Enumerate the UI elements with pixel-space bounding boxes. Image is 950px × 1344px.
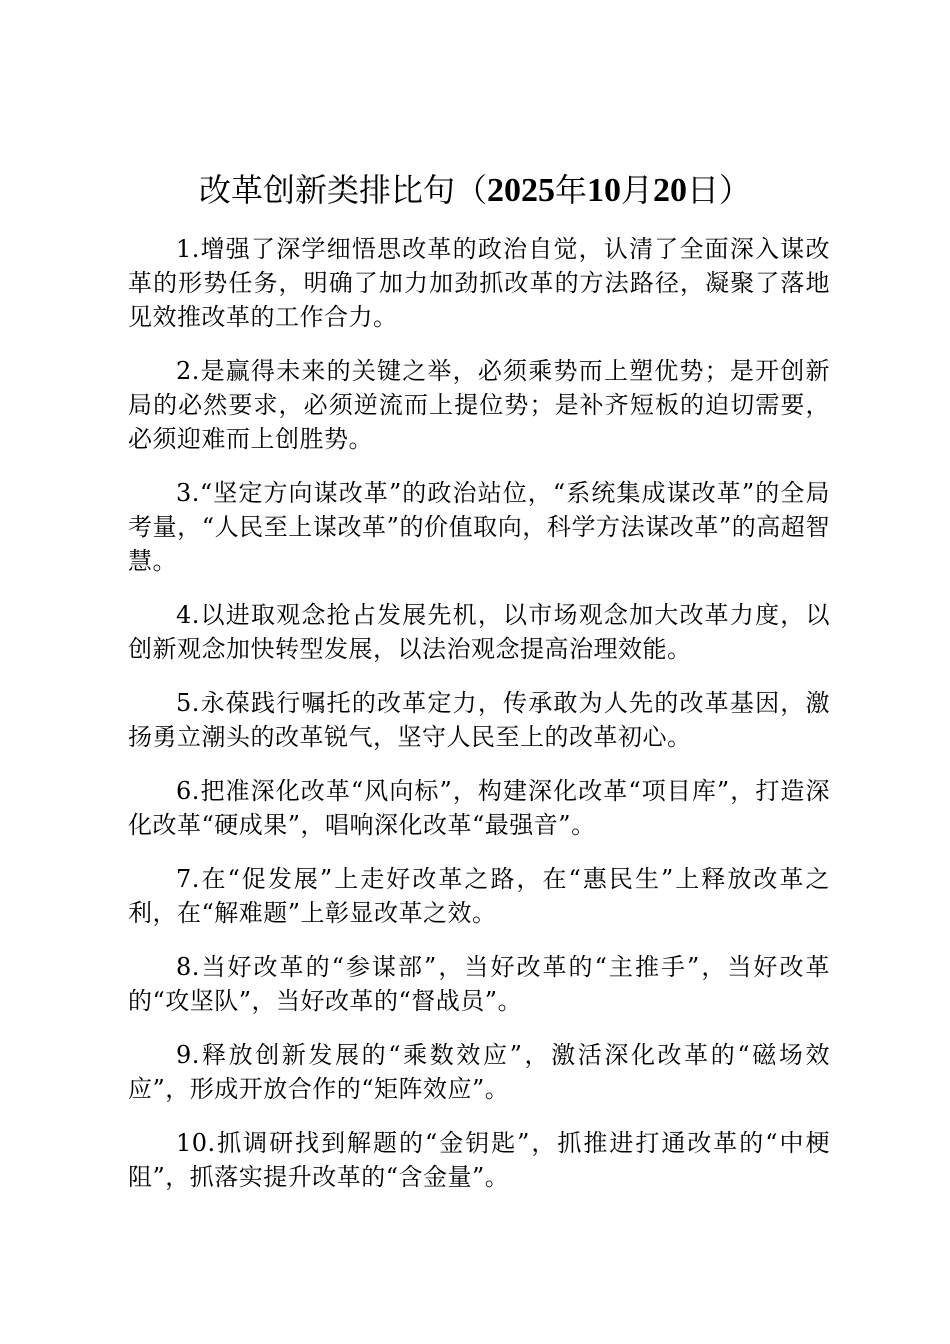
paragraph-4: 4.以进取观念抢占发展先机，以市场观念加大改革力度，以创新观念加快转型发展，以法治观念提高治理效能。 bbox=[128, 601, 830, 663]
title-suffix: 日） bbox=[687, 171, 752, 209]
document-title bbox=[0, 166, 950, 215]
title-yue: 月 bbox=[621, 171, 654, 209]
paragraph-8: 8.当好改革的“参谋部”，当好改革的“主推手”，当好改革的“攻坚队”，当好改革的“督战员”。 bbox=[128, 953, 830, 1015]
paragraph-3: 3.“坚定方向谋改革”的政治站位，“系统集成谋改革”的全局考量，“人民至上谋改革”的价值取向，科学方法谋改革”的高超智慧。 bbox=[128, 479, 830, 575]
title-day: 20 bbox=[653, 172, 688, 209]
title-month: 10 bbox=[587, 172, 621, 209]
paragraph-5: 5.永葆践行嘱托的改革定力，传承敢为人先的改革基因，激扬勇立潮头的改革锐气，坚守人民至上的改革初心。 bbox=[128, 689, 830, 751]
paragraph-9: 9.释放创新发展的“乘数效应”，激活深化改革的“磁场效应”，形成开放合作的“矩阵效应”。 bbox=[128, 1041, 830, 1103]
document-body bbox=[128, 232, 830, 1214]
paragraph-1: 1.增强了深学细悟思改革的政治自觉，认清了全面深入谋改革的形势任务，明确了加力加劲抓改革的方法路径，凝聚了落地见效推改革的工作合力。 bbox=[128, 235, 830, 331]
title-prefix: 改革创新类排比句（ bbox=[198, 171, 487, 209]
paragraph-2: 2.是赢得未来的关键之举，必须乘势而上塑优势；是开创新局的必然要求，必须逆流而上提位势；是补齐短板的迫切需要，必须迎难而上创胜势。 bbox=[128, 357, 830, 453]
paragraph-6: 6.把准深化改革“风向标”，构建深化改革“项目库”，打造深化改革“硬成果”，唱响深化改革“最强音”。 bbox=[128, 777, 830, 839]
title-nian: 年 bbox=[554, 171, 587, 209]
title-year: 2025 bbox=[486, 172, 555, 209]
paragraph-10: 10.抓调研找到解题的“金钥匙”，抓推进打通改革的“中梗阻”，抓落实提升改革的“含金量”。 bbox=[128, 1129, 830, 1191]
paragraph-7: 7.在“促发展”上走好改革之路，在“惠民生”上释放改革之利，在“解难题”上彰显改革之效。 bbox=[128, 865, 830, 927]
